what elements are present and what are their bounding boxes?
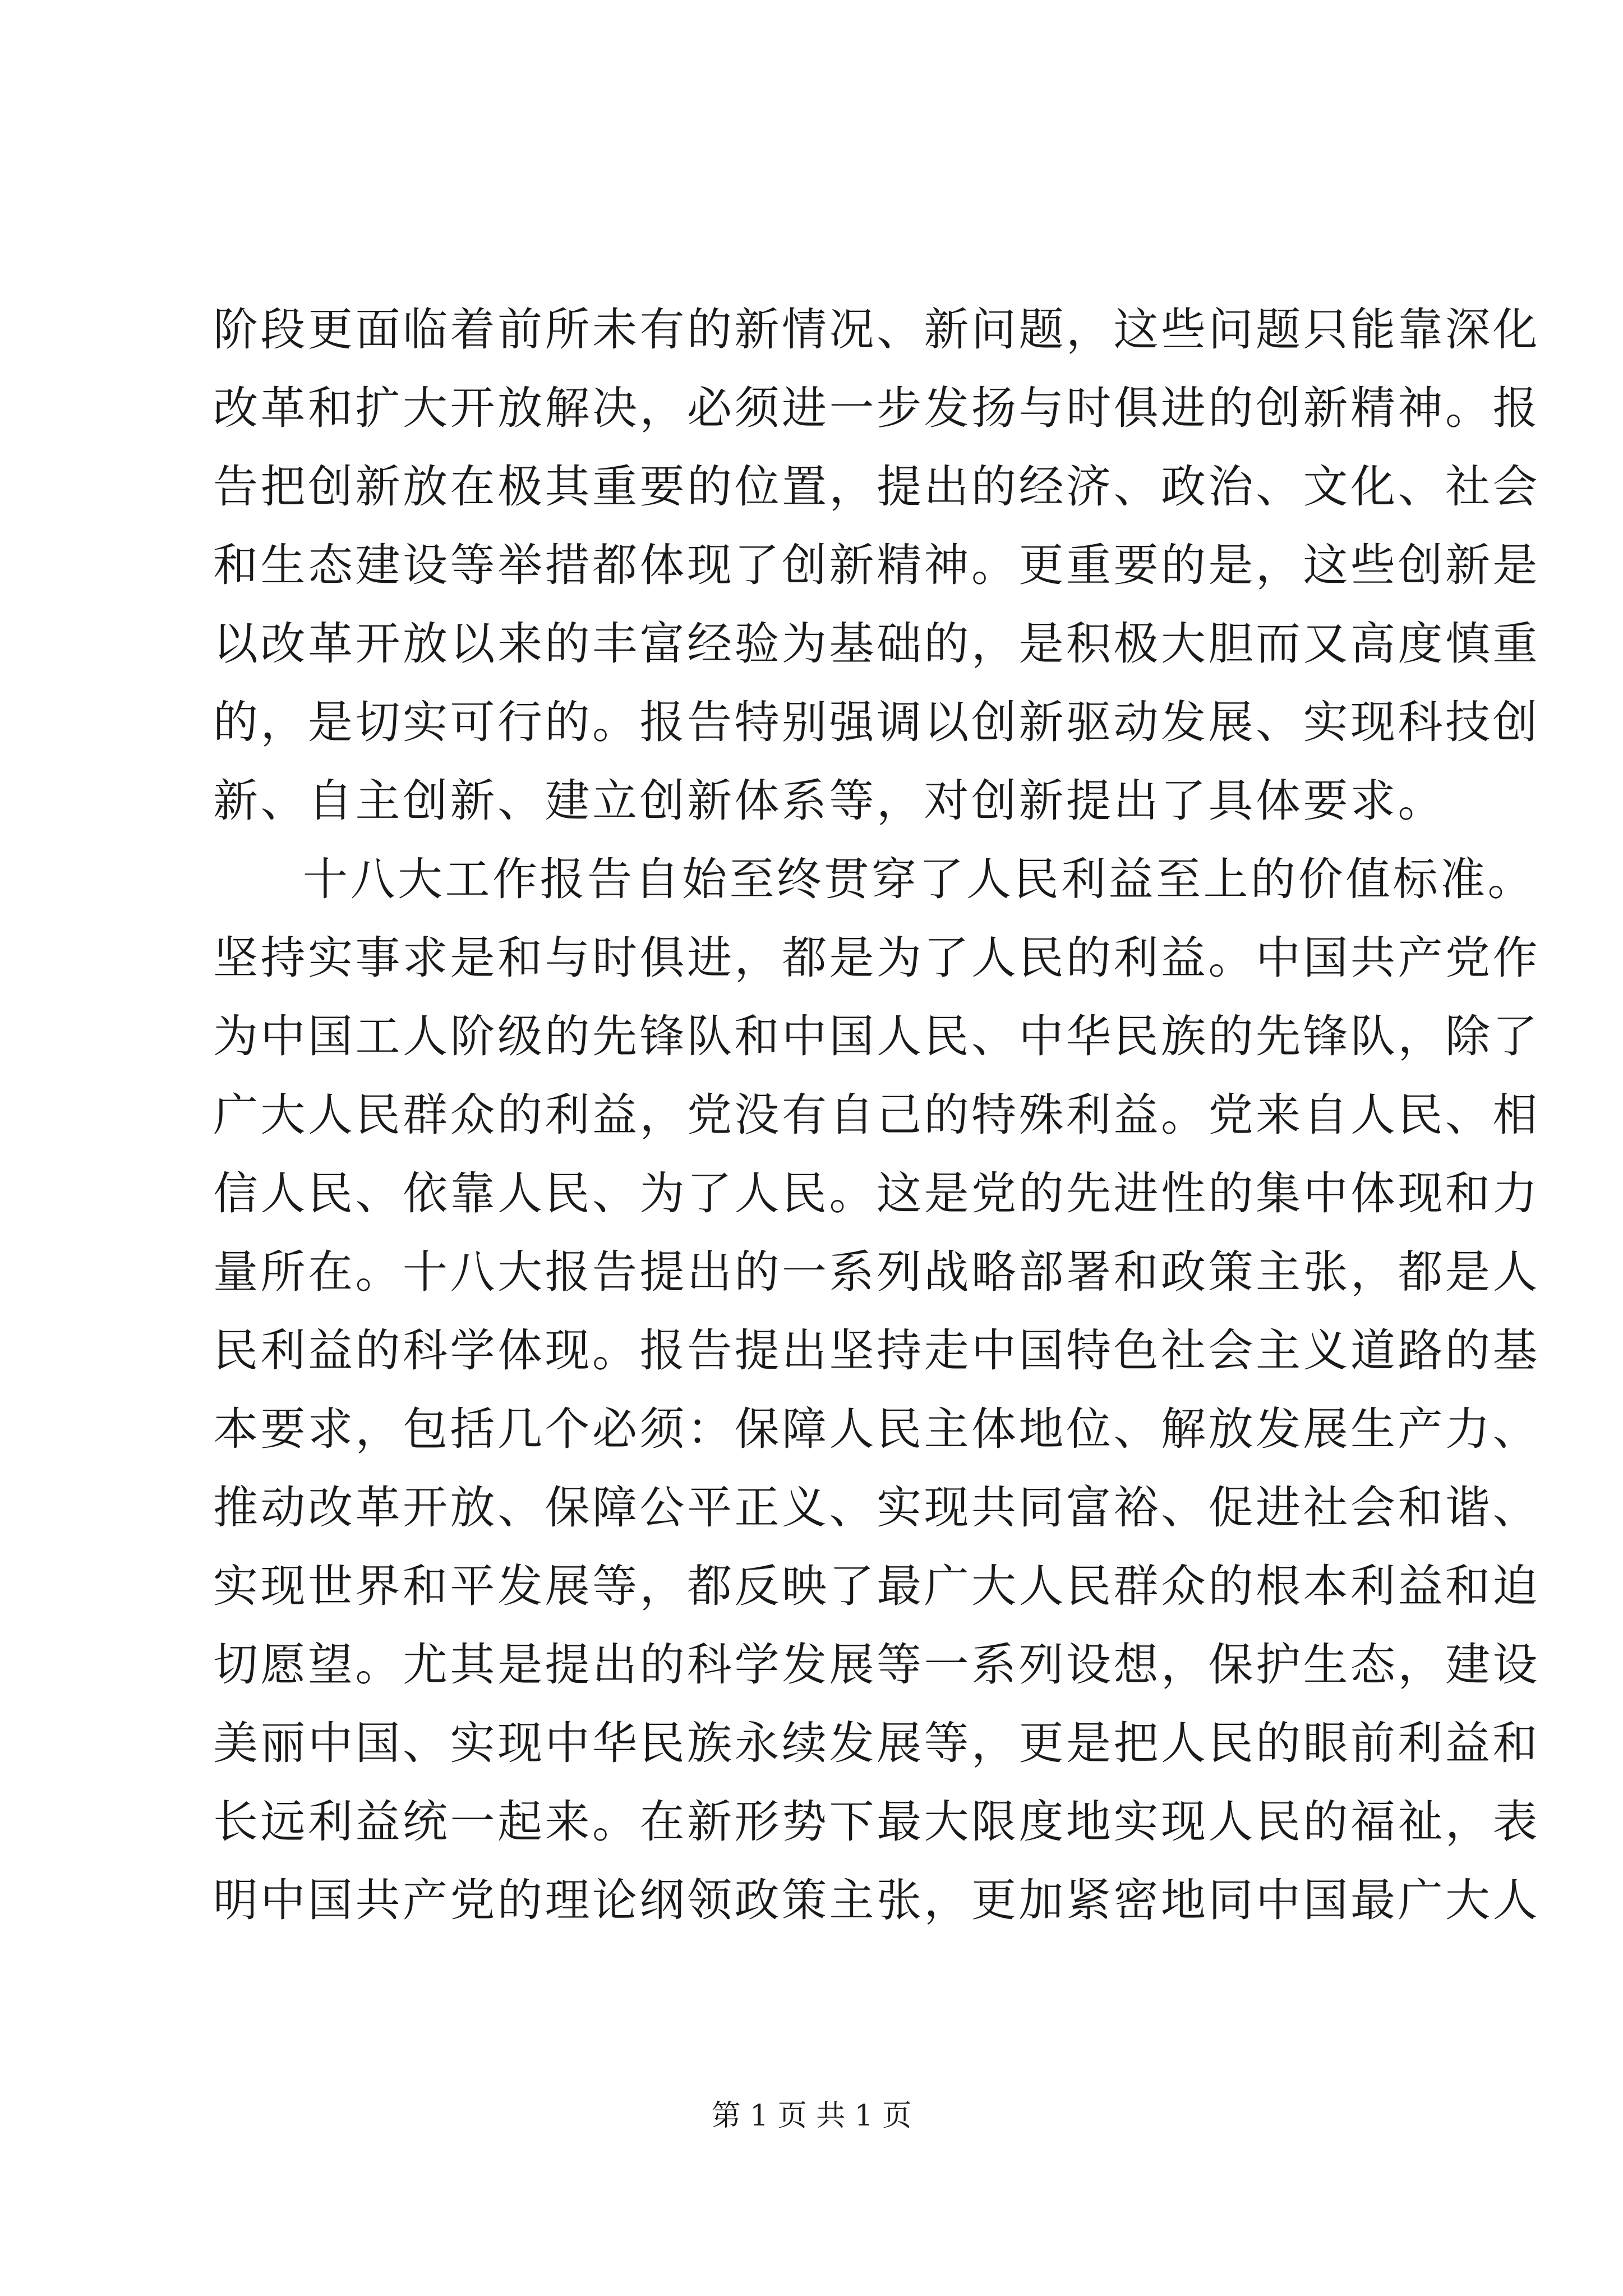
text-line: 新、自主创新、建立创新体系等，对创新提出了具体要求。 [213, 775, 1445, 827]
text-line: 长远利益统一起来。在新形势下最大限度地实现人民的福祉，表 [213, 1796, 1540, 1848]
text-line: 量所在。十八大报告提出的一系列战略部署和政策主张，都是人 [213, 1246, 1540, 1298]
text-line: 切愿望。尤其是提出的科学发展等一系列设想，保护生态，建设 [213, 1639, 1540, 1691]
text-line: 阶段更面临着前所未有的新情况、新问题，这些问题只能靠深化 [213, 303, 1540, 356]
text-line: 明中国共产党的理论纲领政策主张，更加紧密地同中国最广大人 [213, 1874, 1540, 1926]
text-line: 实现世界和平发展等，都反映了最广大人民群众的根本利益和迫 [213, 1560, 1540, 1612]
text-line: 改革和扩大开放解决，必须进一步发扬与时俱进的创新精神。报 [213, 382, 1540, 434]
text-line: 以改革开放以来的丰富经验为基础的，是积极大胆而又高度慎重 [213, 618, 1540, 670]
paragraph-start-line: 十八大工作报告自始至终贯穿了人民利益至上的价值标准。 [303, 853, 1535, 905]
text-line: 告把创新放在极其重要的位置，提出的经济、政治、文化、社会 [213, 461, 1540, 513]
body-text [213, 291, 1540, 1940]
text-line: 推动改革开放、保障公平正义、实现共同富裕、促进社会和谐、 [213, 1481, 1540, 1534]
text-line: 信人民、依靠人民、为了人民。这是党的先进性的集中体现和力 [213, 1167, 1540, 1220]
text-line: 为中国工人阶级的先锋队和中国人民、中华民族的先锋队，除了 [213, 1010, 1540, 1062]
text-line: 和生态建设等举措都体现了创新精神。更重要的是，这些创新是 [213, 539, 1540, 591]
text-line: 广大人民群众的利益，党没有自己的特殊利益。党来自人民、相 [213, 1089, 1540, 1141]
text-line: 本要求，包括几个必须：保障人民主体地位、解放发展生产力、 [213, 1403, 1540, 1455]
text-line: 的，是切实可行的。报告特别强调以创新驱动发展、实现科技创 [213, 696, 1540, 748]
text-line: 民利益的科学体现。报告提出坚持走中国特色社会主义道路的基 [213, 1324, 1540, 1377]
page-footer [0, 2099, 1623, 2133]
text-line: 坚持实事求是和与时俱进，都是为了人民的利益。中国共产党作 [213, 932, 1540, 984]
page-number-label: 第 1 页 共 1 页 [711, 2099, 912, 2133]
text-line: 美丽中国、实现中华民族永续发展等，更是把人民的眼前利益和 [213, 1717, 1540, 1769]
